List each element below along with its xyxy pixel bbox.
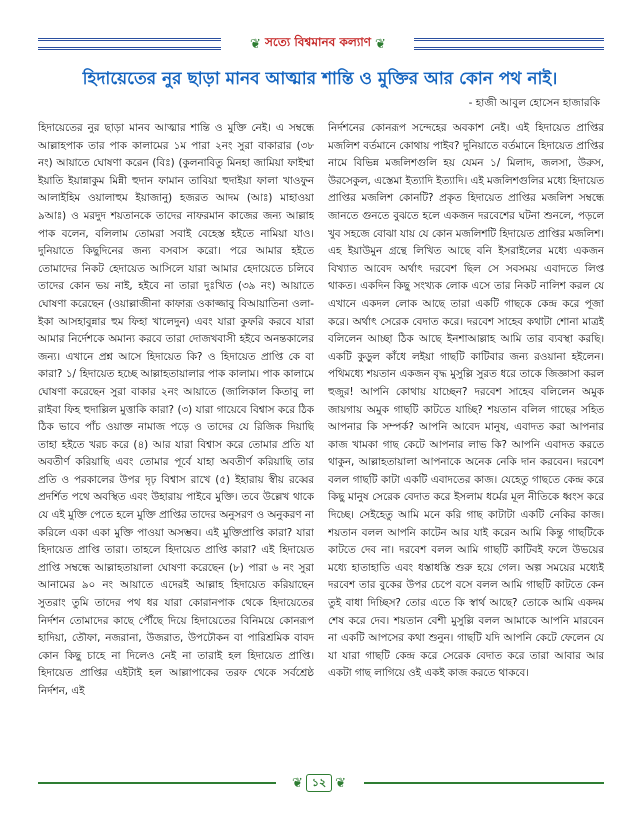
article-body — [38, 120, 604, 760]
page-number-box — [290, 772, 348, 794]
footer-rule-right — [364, 782, 604, 784]
header-motto-block — [226, 31, 410, 57]
header-rule-left — [38, 38, 221, 50]
leaf-ornament-icon: ❦ — [375, 36, 386, 52]
header-motto: সত্যে বিশ্বমানব কল্যাণ — [264, 35, 372, 49]
page-number: ১২ — [306, 774, 332, 792]
article-author: - হাজী আবুল হোসেন হাজারকি — [468, 97, 600, 109]
article-paragraph: হিদায়েতের নুর ছাড়া মানব আত্মার শান্তি ও মুক্তি নেই। এ সম্বন্ধে আল্লাহপাক তার পাক কালামের ১ম পারা ২নং সুরা বাকারার (৩৮ নং) আয়াতে ঘোষণা করেন (বিঃ) (কুলনাবিতু মিনহা জামিয়া ফাইম্মা ইয়াতি ইয়ান্নাকুম মিন্নী হুদান ফামান তাবিয়া হুদাইয়া ফালা খাওফুন আলাইহিম ওয়ালাহুম ইয়াজানু) হজরত আদম (আঃ) মাহাওয়া ৯আঃ) ও মরদুদ শয়তানকে তাদের নাফরমান কাজের জন্য আল্লাহ পাক বলেন, বলিলাম তোমরা সবাই বেহেস্ত হইতে নামিয়া যাও। দুনিয়াতে কিছুদিনের জন্য বসবাস করো। পরে আমার হইতে তোমাদের নিকট হেদায়েত আসিলে যারা আমার হেদায়েতে চলিবে তাদের কোন ভয় নাই, হইবে না তারা দুঃখিত (৩৯ নং) আয়াতে ঘোষণা করেছেন (ওয়াল্লাজীনা কাফারূ ওকাজ্জাবু বিআয়াতিনা ওলা-ইকা আসহাবুন্নার হুম ফিহা খালেদুন) এবং যারা কুফরি করবে যারা আমার নির্দেশকে অমান্য করবে তারা দোজখবাসী হইবে অনন্তকালের জন্য। এখানে প্রশ্ন আসে হিদায়েত কি? ও হিদায়েত প্রাপ্তি কে বা কারা? ১/ হিদায়েত হচ্ছে আল্লাহতায়ালার পাক কালাম। পাক কালামে ঘোষণা করেছেন সুরা বাকার ২নং আয়াতে (জালিকাল কিতাবু লা রাইবা ফিহ হুদাল্লিল মুত্তাকি কারা? (৩) যারা গায়েবে বিশ্বাস করে ঠিক ঠিক ভাবে পাঁচ ওয়াক্ত নামাজ পড়ে ও তাদের যে রিজিক দিয়াছি তাহা হইতে খরচ করে (৪) আর যারা বিশ্বাস করে তোমার প্রতি যা অবতীর্ণ করিয়াছি এবং তোমার পূর্বে যাহা অবতীর্ণ করিয়াছি তার প্রতি ও পরকালের উপর দৃঢ় বিশ্বাস রাখে (৫) ইহারায় স্বীয় রব্বের প্রদর্শিত পথে অবস্থিত এবং উহারায় পাইবে মুক্তি। তবে উল্লেখ থাকে যে এই মুক্তি পেতে হলে মুক্তি প্রাপ্তির তাদের অনুসরণ ও অনুকরণ না করিলে একা একা মুক্তি পাওয়া অসম্ভব। এই মুক্তিপ্রাপ্তি কারা? যারা হিদায়েত প্রাপ্তি তারা। তাহলে হিদায়েত প্রাপ্তি কারা? এই হিদায়েত প্রাপ্তি সম্বন্ধে আল্লাহতায়ালা ঘোষণা করেছেন (৮) পারা ৬ নং সুরা আনামের ৯০ নং আয়াতে এদেরই আল্লাহ হিদায়েত করিয়াছেন সুতরাং তুমি তাদের পথ ধর যারা কোরানপাক থেকে হিদায়েতের নির্দশন তোমাদের কাছে পৌঁছে দিয়ে হিদায়েতের বিনিময়ে কোনরূপ হাদিয়া, তৌফা, নজরানা, উজরাত, উপঢৌকন বা পারিশ্রমিক বাবদ কোন কিছু চাহে না দিলেও নেই না তারাই হল হিদায়েত প্রাপ্তি। হিদায়েত প্রাপ্তির এইটাই হল আল্লাপাকের তরফ থেকে সর্বশ্রেষ্ঠ নির্দশন, এই — [38, 122, 314, 697]
article-column-left — [38, 120, 314, 760]
article-column-right — [328, 120, 604, 760]
article-title: হিদায়েতের নুর ছাড়া মানব আত্মার শান্তি ও মুক্তির আর কোন পথ নাই। — [82, 69, 558, 89]
leaf-ornament-icon: ❦ — [291, 775, 303, 791]
header-rule-right — [414, 38, 604, 50]
footer-rule-left — [38, 782, 276, 784]
page-footer — [0, 770, 638, 796]
leaf-ornament-icon: ❦ — [335, 775, 347, 791]
article-paragraph: নির্দশনের কোনরূপ সন্দেহের অবকাশ নেই। এই হিদায়েত প্রাপ্তির মজলিশ বর্তমানে কোথায় পাইব? দুনিয়াতে বর্তমানে হিদায়েত প্রাপ্তির নামে বিভিন্ন মজলিশগুলি হয় যেমন ১/ মিলাদ, জলসা, উরুস, উরসেকুল, এস্তেমা ইত্যাদি ইত্যাদি। এই মজলিশগুলির মধ্যে হিদায়েত প্রাপ্তির মজলিশ কোনটি? প্রকৃত হিদায়েত প্রাপ্তির মজলিশ সম্বন্ধে জানতে গুনতে বুঝতে হলে একজন দরবেশের ঘটনা শুনলে, পড়লে খুব সহজে বোঝা যায় যে কোন মজলিশটি হিদায়েত প্রাপ্তির মজলিশ। এহ ইয়াউমুন গ্রন্থে লিখিত আছে বনি ইসরাইলের মধ্যে একজন বিখ্যাত আবেদ অর্থাৎ দরবেশ ছিল সে সবসময় এবাদতে লিপ্ত থাকত। একদিন কিছু সংখ্যক লোক এসে তার নিকট নালিশ করল যে এখানে একদল লোক আছে তারা একটি গাছকে কেন্দ্র করে পূজা করে। অর্থাৎ সেরেক বেদাত করে। দরবেশ সাহেব কথাটা শোনা মাত্রই বলিলেন আচ্ছা ঠিক আছে ইনশাআল্লাহ আমি তার ব্যবস্থা করছি। একটি কুড়ুল কাঁধে লইয়া গাছটি কাটিবার জন্য রওয়ানা হইলেন। পথিমধ্যে শয়তান একজন বৃদ্ধ মুসুল্লি সুরত ধরে তাকে জিজ্ঞাসা করল হুজুর! আপনি কোথায় যাচ্ছেন? দরবেশ সাহেব বলিলেন অমুক জায়গায় অমুক গাছটি কাটতে যাচ্ছি? শয়তান বলিল গাছের সহিত আপনার কি সম্পর্ক? আপনি আবেদ মানুষ, এবাদত করা আপনার কাজ খামকা গাছ কেটে আপনার লাভ কি? আপনি এবাদত করতে থাকুন, আল্লাহতায়ালা আপনাকে অনেক নেকি দান করবেন। দরবেশ বলল গাছটি কাটা একটি এবাদতের কাজ। যেহেতু গাছতে কেন্দ্র করে কিছু মানুষ সেরেক বেদাত করে ইসলাম ধর্মের মূল নীতিকে ধ্বংস করে দিচ্ছে। সেইহেতু আমি মনে করি গাছ কাটাটা একটি নেকির কাজ। শয়তান বলল আপনি কাটেন আর যাই করেন আমি কিন্তু গাছটিকে কাটতে দেব না। দরবেশ বলল আমি গাছটি কাটিবই ফলে উভয়ের মধ্যে হাতাহাতি এবং ধস্তাধস্তি শুরু হয়ে গেল। অল্প সময়ের মধ্যেই দরবেশ তার বুকের উপর চেপে বসে বলল আমি গাছটি কাটতে কেন তুই বাধা দিচ্ছিস? তোর এতে কি স্বার্থ আছে? তোকে আমি একদম শেষ করে দেব। শয়তান বেশী মুসুল্লি বলল আমাকে আপনি মারবেন না একটি আপসের কথা শুনুন। গাছটি যদি আপনি কেটে ফেলেন যে যা যারা গাছটি কেন্দ্র করে সেরেক বেদাত করে তারা আবার আর একটা গাছ লাগিয়ে ওই একই কাজ করতে থাকবে। — [328, 122, 604, 680]
leaf-ornament-icon: ❦ — [250, 36, 261, 52]
